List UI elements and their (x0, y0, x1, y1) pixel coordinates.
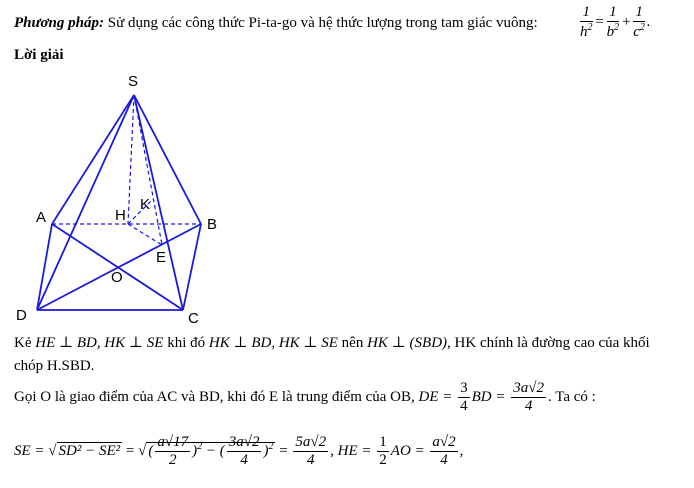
label-B: B (207, 216, 218, 233)
edge-AD (37, 224, 52, 310)
text-line-2: chóp H.SBD. (14, 358, 95, 374)
solution-title: Lời giải (14, 47, 64, 63)
diag-DB (37, 224, 201, 310)
seg-SE (134, 95, 162, 245)
pythagoras-formula: $\frac{1}{h^2}$ = $\frac{1}{b^2}$ + $\frac{1}{c^2}$ . (580, 4, 651, 41)
method-text: Sử dụng các công thức Pi-ta-go và hệ thức lượng trong tam giác vuông: (107, 15, 538, 31)
method-line (14, 15, 538, 32)
label-E: E (156, 249, 167, 266)
seg-HE (128, 224, 162, 245)
label-H: H (115, 207, 126, 224)
label-C: C (188, 310, 199, 327)
seg-SH (128, 95, 134, 224)
label-K: K (140, 196, 151, 213)
pyramid-figure (0, 60, 260, 335)
label-A: A (36, 209, 47, 226)
edge-SA (52, 95, 134, 224)
text-line-1: Kẻ HE ⊥ BD, HK ⊥ SE khi đó HK ⊥ BD, HK ⊥ SE nên HK ⊥ (SBD), HK chính là đường cao của khối (14, 335, 650, 351)
edge-BC (183, 224, 201, 310)
label-D: D (16, 307, 27, 324)
label-O: O (111, 269, 123, 286)
text-line-3: Gọi O là giao điểm của AC và BD, khi đó E là trung điểm của OB, DE = $\frac{3}{4}$ BD = $\frac{3a√2}{4}$ . Ta có : (14, 380, 596, 415)
text-line-4: SE = √ SD² − SE² = √ ( $\frac{a√17}{2}$ )$^2$ − ( $\frac{3a√2}{4}$ )$^2$ = $\frac{5a√2}{4}$ , HE = $\frac{1}{2}$ AO = $\frac{a√2}{4}$ , (14, 434, 464, 469)
method-label: Phương pháp: (14, 15, 104, 31)
label-S: S (128, 73, 139, 90)
